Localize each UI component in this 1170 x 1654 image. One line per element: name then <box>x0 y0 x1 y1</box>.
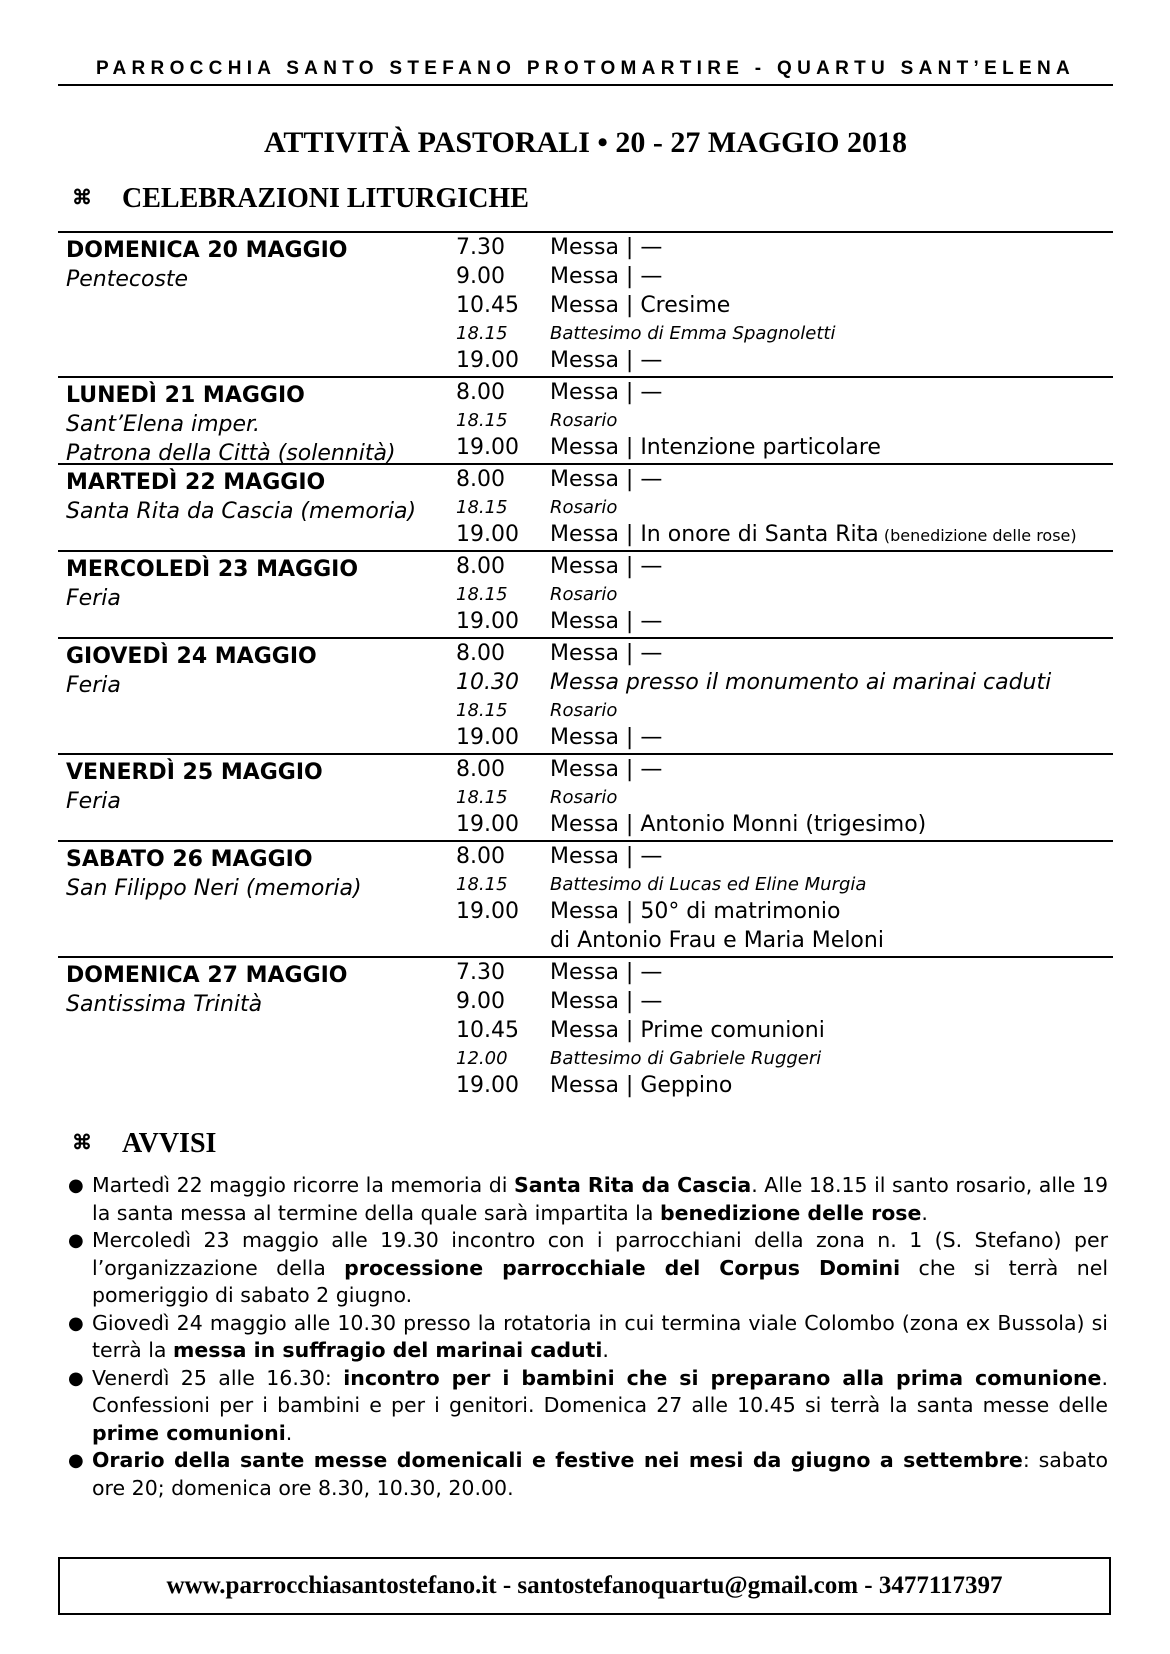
schedule-row <box>58 784 1113 810</box>
day-block <box>58 637 1113 753</box>
avviso-highlight: prime comunioni <box>92 1420 286 1445</box>
avviso-item <box>68 1365 1108 1448</box>
row-description-text: Messa | 50° di matrimonio <box>550 899 841 924</box>
row-description <box>550 264 662 289</box>
day-observance-line: Pentecoste <box>66 267 189 292</box>
row-time: 19.00 <box>456 1073 519 1098</box>
section-celebrazioni-label: CELEBRAZIONI LITURGICHE <box>122 183 529 214</box>
avviso-text: . <box>285 1420 293 1445</box>
row-time: 9.00 <box>456 264 505 289</box>
day-observance <box>66 787 121 816</box>
row-description-text: Messa | Antonio Monni (trigesimo) <box>550 812 927 837</box>
schedule-row <box>58 1045 1113 1071</box>
row-time: 18.15 <box>456 583 508 605</box>
row-time: 19.00 <box>456 725 519 750</box>
day-observance-line: San Filippo Neri (memoria) <box>66 876 362 901</box>
avviso-highlight: messa in suffragio del marinai caduti <box>173 1338 603 1362</box>
avviso-text: Martedì 22 maggio ricorre la memoria di <box>92 1173 514 1197</box>
day-name: DOMENICA 20 MAGGIO <box>66 238 348 263</box>
row-time: 19.00 <box>456 435 519 460</box>
row-time: 18.15 <box>456 699 508 721</box>
row-description <box>550 380 662 405</box>
row-time: 10.30 <box>456 670 519 695</box>
schedule-row <box>58 320 1113 346</box>
row-time: 7.30 <box>456 960 505 985</box>
row-time: 9.00 <box>456 989 505 1014</box>
contact-footer: www.parrocchiasantostefano.it - santostefanoquartu@gmail.com - 3477117397 <box>58 1557 1111 1615</box>
row-description <box>550 584 617 605</box>
schedule-row <box>58 668 1113 697</box>
avviso-text: . Alle 18.15 il santo rosario, alle 19 la santa messa al termine della quale sarà impartita la <box>92 1173 1108 1225</box>
day-observance <box>66 874 362 903</box>
row-description-text: Messa | Prime comunioni <box>550 1018 825 1043</box>
avviso-highlight: processione parrocchiale del Corpus Domini <box>344 1255 901 1280</box>
day-block <box>58 956 1113 1101</box>
row-description-text: Rosario <box>550 786 618 808</box>
avviso-text: Venerdì 25 alle 16.30: <box>92 1365 344 1390</box>
day-name: LUNEDÌ 21 MAGGIO <box>66 383 305 408</box>
row-description-text: di Antonio Frau e Maria Meloni <box>550 928 884 953</box>
section-mark-icon: ⌘ <box>72 1132 92 1154</box>
schedule-row <box>58 581 1113 607</box>
day-observance-line: Feria <box>66 586 121 611</box>
avviso-text: che si terrà nel pomeriggio di sabato 2 giugno. <box>92 1255 1109 1307</box>
row-description-text: Messa | — <box>550 757 663 782</box>
row-description-text: Battesimo di Gabriele Ruggeri <box>550 1047 822 1069</box>
day-name: VENERDÌ 25 MAGGIO <box>66 760 323 785</box>
row-time: 8.00 <box>456 757 505 782</box>
bullet-icon: ● <box>68 1312 84 1334</box>
row-time: 10.45 <box>456 1018 519 1043</box>
day-observance-line: Feria <box>66 673 121 698</box>
row-description-text: Messa | — <box>550 380 663 405</box>
row-description-text: Battesimo di Emma Spagnoletti <box>550 322 836 344</box>
row-description <box>550 293 730 318</box>
row-description-text: Messa | — <box>550 264 663 289</box>
avviso-text: Mercoledì 23 maggio alle 19.30 incontro con i parrocchiani della zona n. 1 (S. Stefano) per l’organizzazione della <box>92 1228 1108 1280</box>
row-time: 8.00 <box>456 844 505 869</box>
row-time: 18.15 <box>456 496 508 518</box>
row-description <box>550 522 1077 547</box>
row-time: 18.15 <box>456 409 508 431</box>
day-name: MERCOLEDÌ 23 MAGGIO <box>66 557 359 582</box>
day-observance <box>66 584 121 613</box>
schedule-row <box>58 723 1113 752</box>
row-description <box>550 435 881 460</box>
row-description <box>550 899 840 924</box>
row-description <box>550 670 1051 695</box>
section-avvisi <box>72 1128 216 1160</box>
day-name: DOMENICA 27 MAGGIO <box>66 963 348 988</box>
day-block <box>58 550 1113 637</box>
row-description-text: Messa | — <box>550 235 663 260</box>
row-description <box>550 725 662 750</box>
row-description-text: Rosario <box>550 409 618 431</box>
avviso-text: . <box>602 1338 609 1362</box>
avvisi-list <box>68 1172 1108 1502</box>
row-description <box>550 467 662 492</box>
day-observance-line: Patrona della Città (solennità) <box>66 441 396 466</box>
avviso-text: . Confessioni per i bambini e per i genitori. Domenica 27 alle 10.45 si terrà la santa messe delle <box>92 1365 1108 1417</box>
row-description <box>550 497 617 518</box>
schedule-row <box>58 346 1113 375</box>
day-block <box>58 753 1113 840</box>
row-description <box>550 960 662 985</box>
row-description-text: Messa presso il monumento ai marinai caduti <box>550 670 1052 695</box>
row-description-text: Rosario <box>550 496 618 518</box>
row-description-text: Rosario <box>550 583 618 605</box>
row-description <box>550 1018 825 1043</box>
row-time: 7.30 <box>456 235 505 260</box>
row-description <box>550 323 835 344</box>
row-time: 18.15 <box>456 322 508 344</box>
day-observance <box>66 990 262 1019</box>
row-time: 19.00 <box>456 899 519 924</box>
row-description-text: Rosario <box>550 699 618 721</box>
row-description <box>550 410 617 431</box>
row-description-text: Messa | — <box>550 844 663 869</box>
row-description-text: Messa | — <box>550 960 663 985</box>
row-time: 10.45 <box>456 293 519 318</box>
row-description-text: Messa | In onore di Santa Rita <box>550 522 879 547</box>
row-description-text: Messa | — <box>550 641 663 666</box>
schedule-row <box>58 291 1113 320</box>
row-description <box>550 1073 732 1098</box>
row-time: 12.00 <box>456 1047 508 1069</box>
section-mark-icon: ⌘ <box>72 187 92 209</box>
day-observance <box>66 497 416 526</box>
row-description <box>550 844 662 869</box>
row-description-text: Messa | — <box>550 554 663 579</box>
schedule-row <box>58 926 1113 955</box>
avviso-item <box>68 1227 1108 1310</box>
day-observance <box>66 671 121 700</box>
row-time: 18.15 <box>456 873 508 895</box>
day-observance-line: Sant’Elena imper. <box>66 412 261 437</box>
row-description <box>550 787 617 808</box>
day-observance <box>66 265 188 294</box>
row-description-text: Messa | Geppino <box>550 1073 733 1098</box>
row-description-text: Messa | — <box>550 467 663 492</box>
row-description-text: Messa | — <box>550 348 663 373</box>
day-block <box>58 463 1113 550</box>
schedule-table <box>58 231 1113 1101</box>
schedule-row <box>58 810 1113 839</box>
day-name: SABATO 26 MAGGIO <box>66 847 313 872</box>
row-time: 8.00 <box>456 380 505 405</box>
row-description-text: Messa | — <box>550 609 663 634</box>
row-description <box>550 609 662 634</box>
schedule-row <box>58 262 1113 291</box>
schedule-row <box>58 1016 1113 1045</box>
row-time: 8.00 <box>456 467 505 492</box>
row-description <box>550 757 662 782</box>
day-block <box>58 231 1113 376</box>
day-block <box>58 376 1113 466</box>
schedule-row <box>58 697 1113 723</box>
day-name: GIOVEDÌ 24 MAGGIO <box>66 644 317 669</box>
avviso-item <box>68 1172 1108 1227</box>
row-description <box>550 1048 821 1069</box>
bullet-icon: ● <box>68 1175 84 1196</box>
row-description <box>550 235 662 260</box>
page-title: ATTIVITÀ PASTORALI • 20 - 27 MAGGIO 2018 <box>263 126 908 159</box>
row-description <box>550 700 617 721</box>
row-description-text: Messa | — <box>550 989 663 1014</box>
day-observance-line: Santissima Trinità <box>66 992 263 1017</box>
row-description-text: Messa | Intenzione particolare <box>550 435 881 460</box>
day-block <box>58 840 1113 956</box>
row-description <box>550 554 662 579</box>
row-time: 19.00 <box>456 522 519 547</box>
bullet-icon: ● <box>68 1230 84 1251</box>
avviso-highlight: benedizione delle rose <box>659 1200 922 1225</box>
avviso-highlight: incontro per i bambini che si preparano alla prima comunione <box>343 1365 1102 1390</box>
avviso-item <box>68 1310 1108 1365</box>
row-description <box>550 989 662 1014</box>
header-rule <box>58 84 1113 86</box>
day-name: MARTEDÌ 22 MAGGIO <box>66 470 326 495</box>
schedule-row <box>58 1071 1113 1100</box>
row-description-text: Messa | Cresime <box>550 293 731 318</box>
row-description <box>550 928 884 953</box>
avviso-text: : sabato ore 20; domenica ore 8.30, 10.30, 20.00. <box>92 1448 1108 1500</box>
day-observance <box>66 410 396 468</box>
row-time: 19.00 <box>456 609 519 634</box>
row-time: 8.00 <box>456 641 505 666</box>
avviso-highlight: Orario della sante messe domenicali e festive nei mesi da giugno a settembre <box>92 1448 1023 1472</box>
bullet-icon: ● <box>68 1450 84 1471</box>
row-description <box>550 874 866 895</box>
row-time: 18.15 <box>456 786 508 808</box>
row-time: 19.00 <box>456 812 519 837</box>
section-avvisi-label: AVVISI <box>122 1128 217 1159</box>
avviso-item <box>68 1447 1108 1502</box>
bullet-icon: ● <box>68 1367 84 1389</box>
parish-header: PARROCCHIA SANTO STEFANO PROTOMARTIRE - QUARTU SANT’ELENA <box>95 58 1076 79</box>
row-description <box>550 641 662 666</box>
row-description <box>550 348 662 373</box>
avviso-highlight: Santa Rita da Cascia <box>513 1173 752 1197</box>
section-celebrazioni <box>72 183 529 215</box>
row-description-text: Messa | — <box>550 725 663 750</box>
avviso-text: Giovedì 24 maggio alle 10.30 presso la rotatoria in cui termina viale Colombo (zona ex Bussola) si terrà la <box>92 1310 1108 1362</box>
row-time: 19.00 <box>456 348 519 373</box>
row-description-text: Battesimo di Lucas ed Eline Murgia <box>550 873 867 895</box>
row-description <box>550 812 926 837</box>
row-time: 8.00 <box>456 554 505 579</box>
schedule-row <box>58 607 1113 636</box>
day-observance-line: Santa Rita da Cascia (memoria) <box>66 499 417 524</box>
day-observance-line: Feria <box>66 789 121 814</box>
avviso-text: . <box>921 1200 928 1225</box>
row-note: (benedizione delle rose) <box>878 526 1077 545</box>
